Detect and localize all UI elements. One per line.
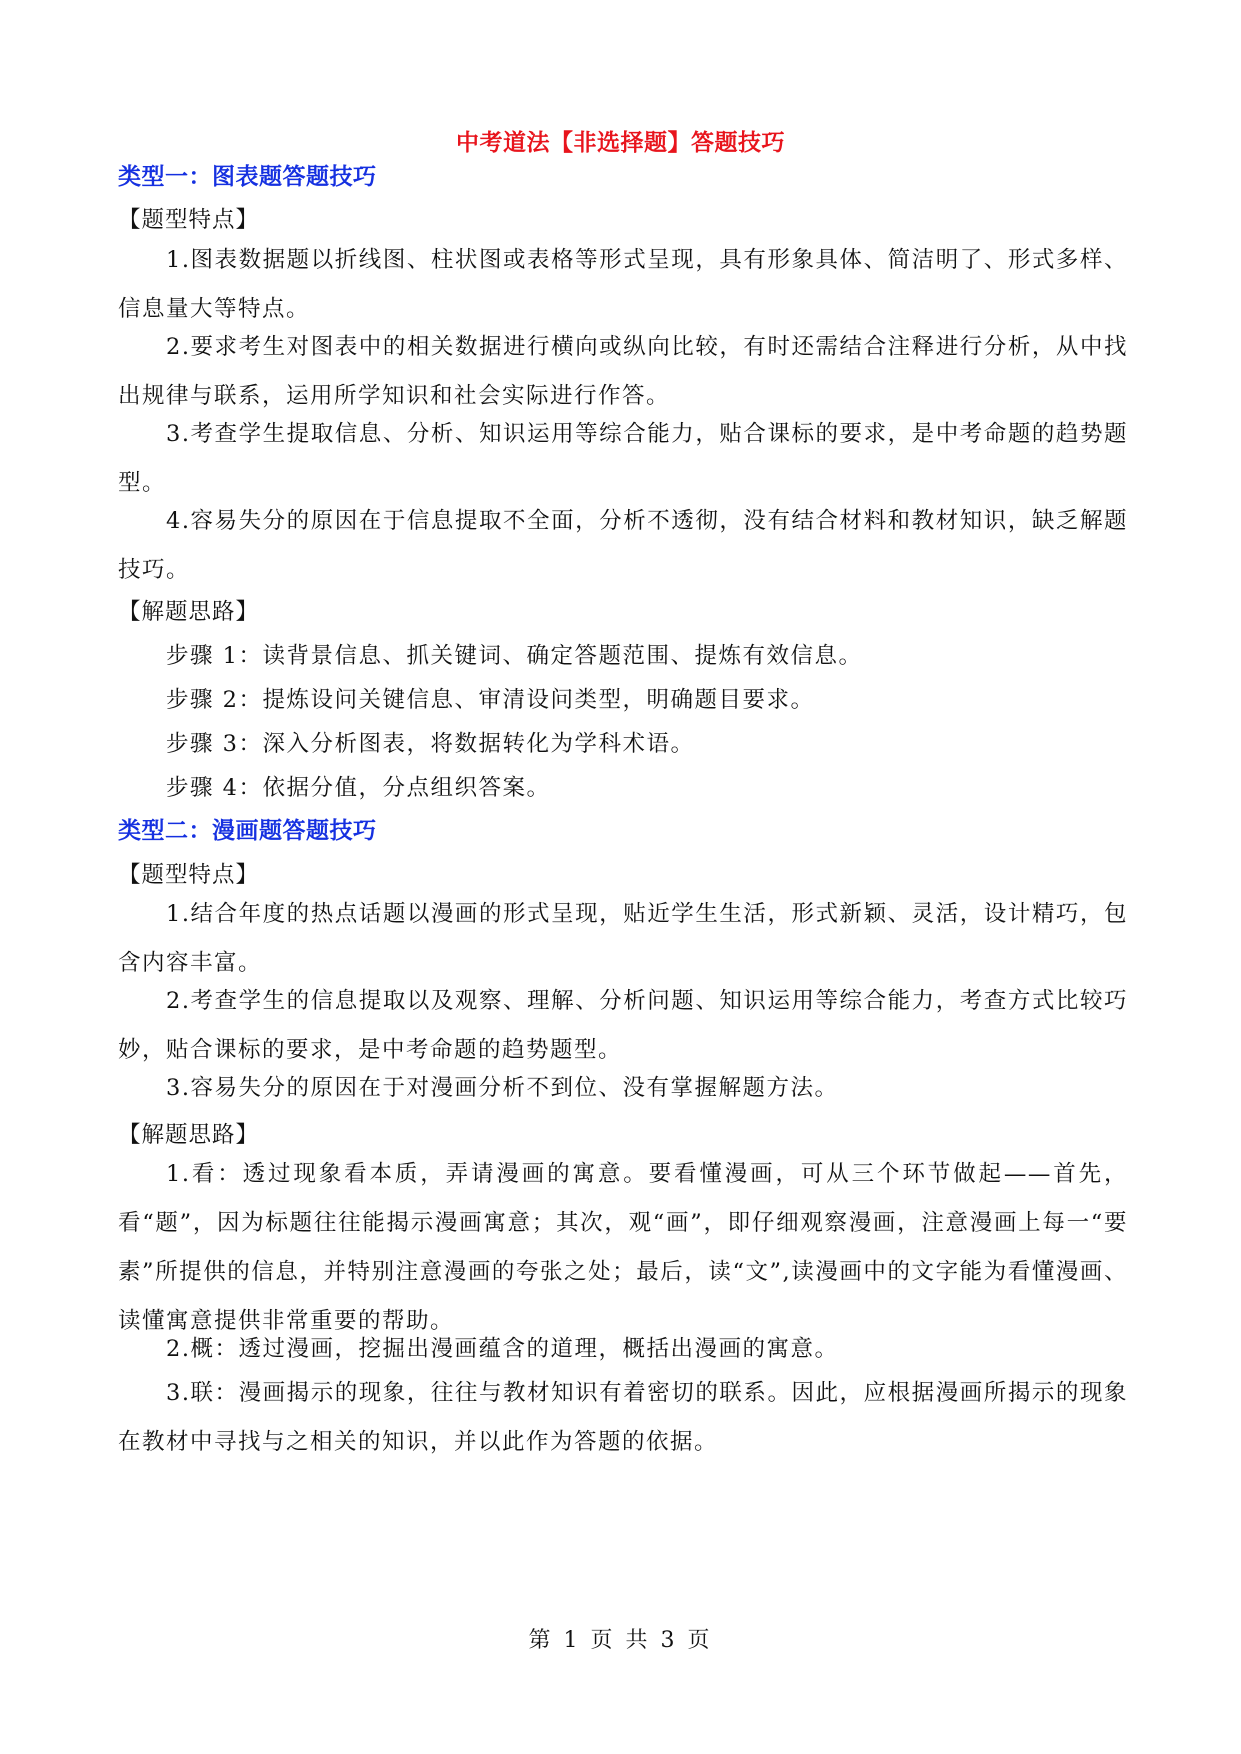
section2-approach-1: 1.看：透过现象看本质，弄请漫画的寓意。要看懂漫画，可从三个环节做起——首先，看“题”，因为标题往往能揭示漫画寓意；其次，观“画”，即仔细观察漫画，注意漫画上每一“要素”所提供的信息，并特别注意漫画的夸张之处；最后，读“文”,读漫画中的文字能为看懂漫画、读懂寓意提供非常重要的帮助。 (118, 1161, 1128, 1334)
section2-feature-1: 1.结合年度的热点话题以漫画的形式呈现，贴近学生生活，形式新颖、灵活，设计精巧，包含内容丰富。 (118, 901, 1128, 976)
section2-approach-2: 2.概：透过漫画，挖掘出漫画蕴含的道理，概括出漫画的寓意。 (166, 1336, 839, 1362)
section1-approach-label: 【解题思路】 (118, 599, 260, 625)
section2-approach-3: 3.联：漫画揭示的现象，往往与教材知识有着密切的联系。因此，应根据漫画所揭示的现象在教材中寻找与之相关的知识，并以此作为答题的依据。 (118, 1380, 1128, 1455)
section2-approach-label: 【解题思路】 (118, 1122, 260, 1148)
section1-step-2: 步骤 2：提炼设问关键信息、审清设问类型，明确题目要求。 (166, 687, 815, 713)
section1-features-label: 【题型特点】 (118, 207, 260, 233)
section1-feature-3: 3.考查学生提取信息、分析、知识运用等综合能力，贴合课标的要求，是中考命题的趋势题型。 (118, 421, 1128, 496)
section2-feature-2: 2.考查学生的信息提取以及观察、理解、分析问题、知识运用等综合能力，考查方式比较巧妙，贴合课标的要求，是中考命题的趋势题型。 (118, 988, 1128, 1063)
section1-step-4: 步骤 4：依据分值，分点组织答案。 (166, 775, 551, 801)
page-footer: 第 1 页 共 3 页 (528, 1628, 713, 1653)
section2-features-label: 【题型特点】 (118, 862, 260, 888)
section2-heading: 类型二：漫画题答题技巧 (118, 818, 377, 844)
section1-feature-1: 1.图表数据题以折线图、柱状图或表格等形式呈现，具有形象具体、简洁明了、形式多样、信息量大等特点。 (118, 247, 1128, 322)
section1-heading: 类型一：图表题答题技巧 (118, 164, 377, 190)
section2-feature-3: 3.容易失分的原因在于对漫画分析不到位、没有掌握解题方法。 (166, 1075, 839, 1101)
section1-feature-2: 2.要求考生对图表中的相关数据进行横向或纵向比较，有时还需结合注释进行分析，从中找出规律与联系，运用所学知识和社会实际进行作答。 (118, 334, 1128, 409)
document-title: 中考道法【非选择题】答题技巧 (456, 130, 785, 156)
section1-step-3: 步骤 3：深入分析图表，将数据转化为学科术语。 (166, 731, 695, 757)
section1-step-1: 步骤 1：读背景信息、抓关键词、确定答题范围、提炼有效信息。 (166, 643, 863, 669)
section1-feature-4: 4.容易失分的原因在于信息提取不全面，分析不透彻，没有结合材料和教材知识，缺乏解题技巧。 (118, 508, 1128, 583)
